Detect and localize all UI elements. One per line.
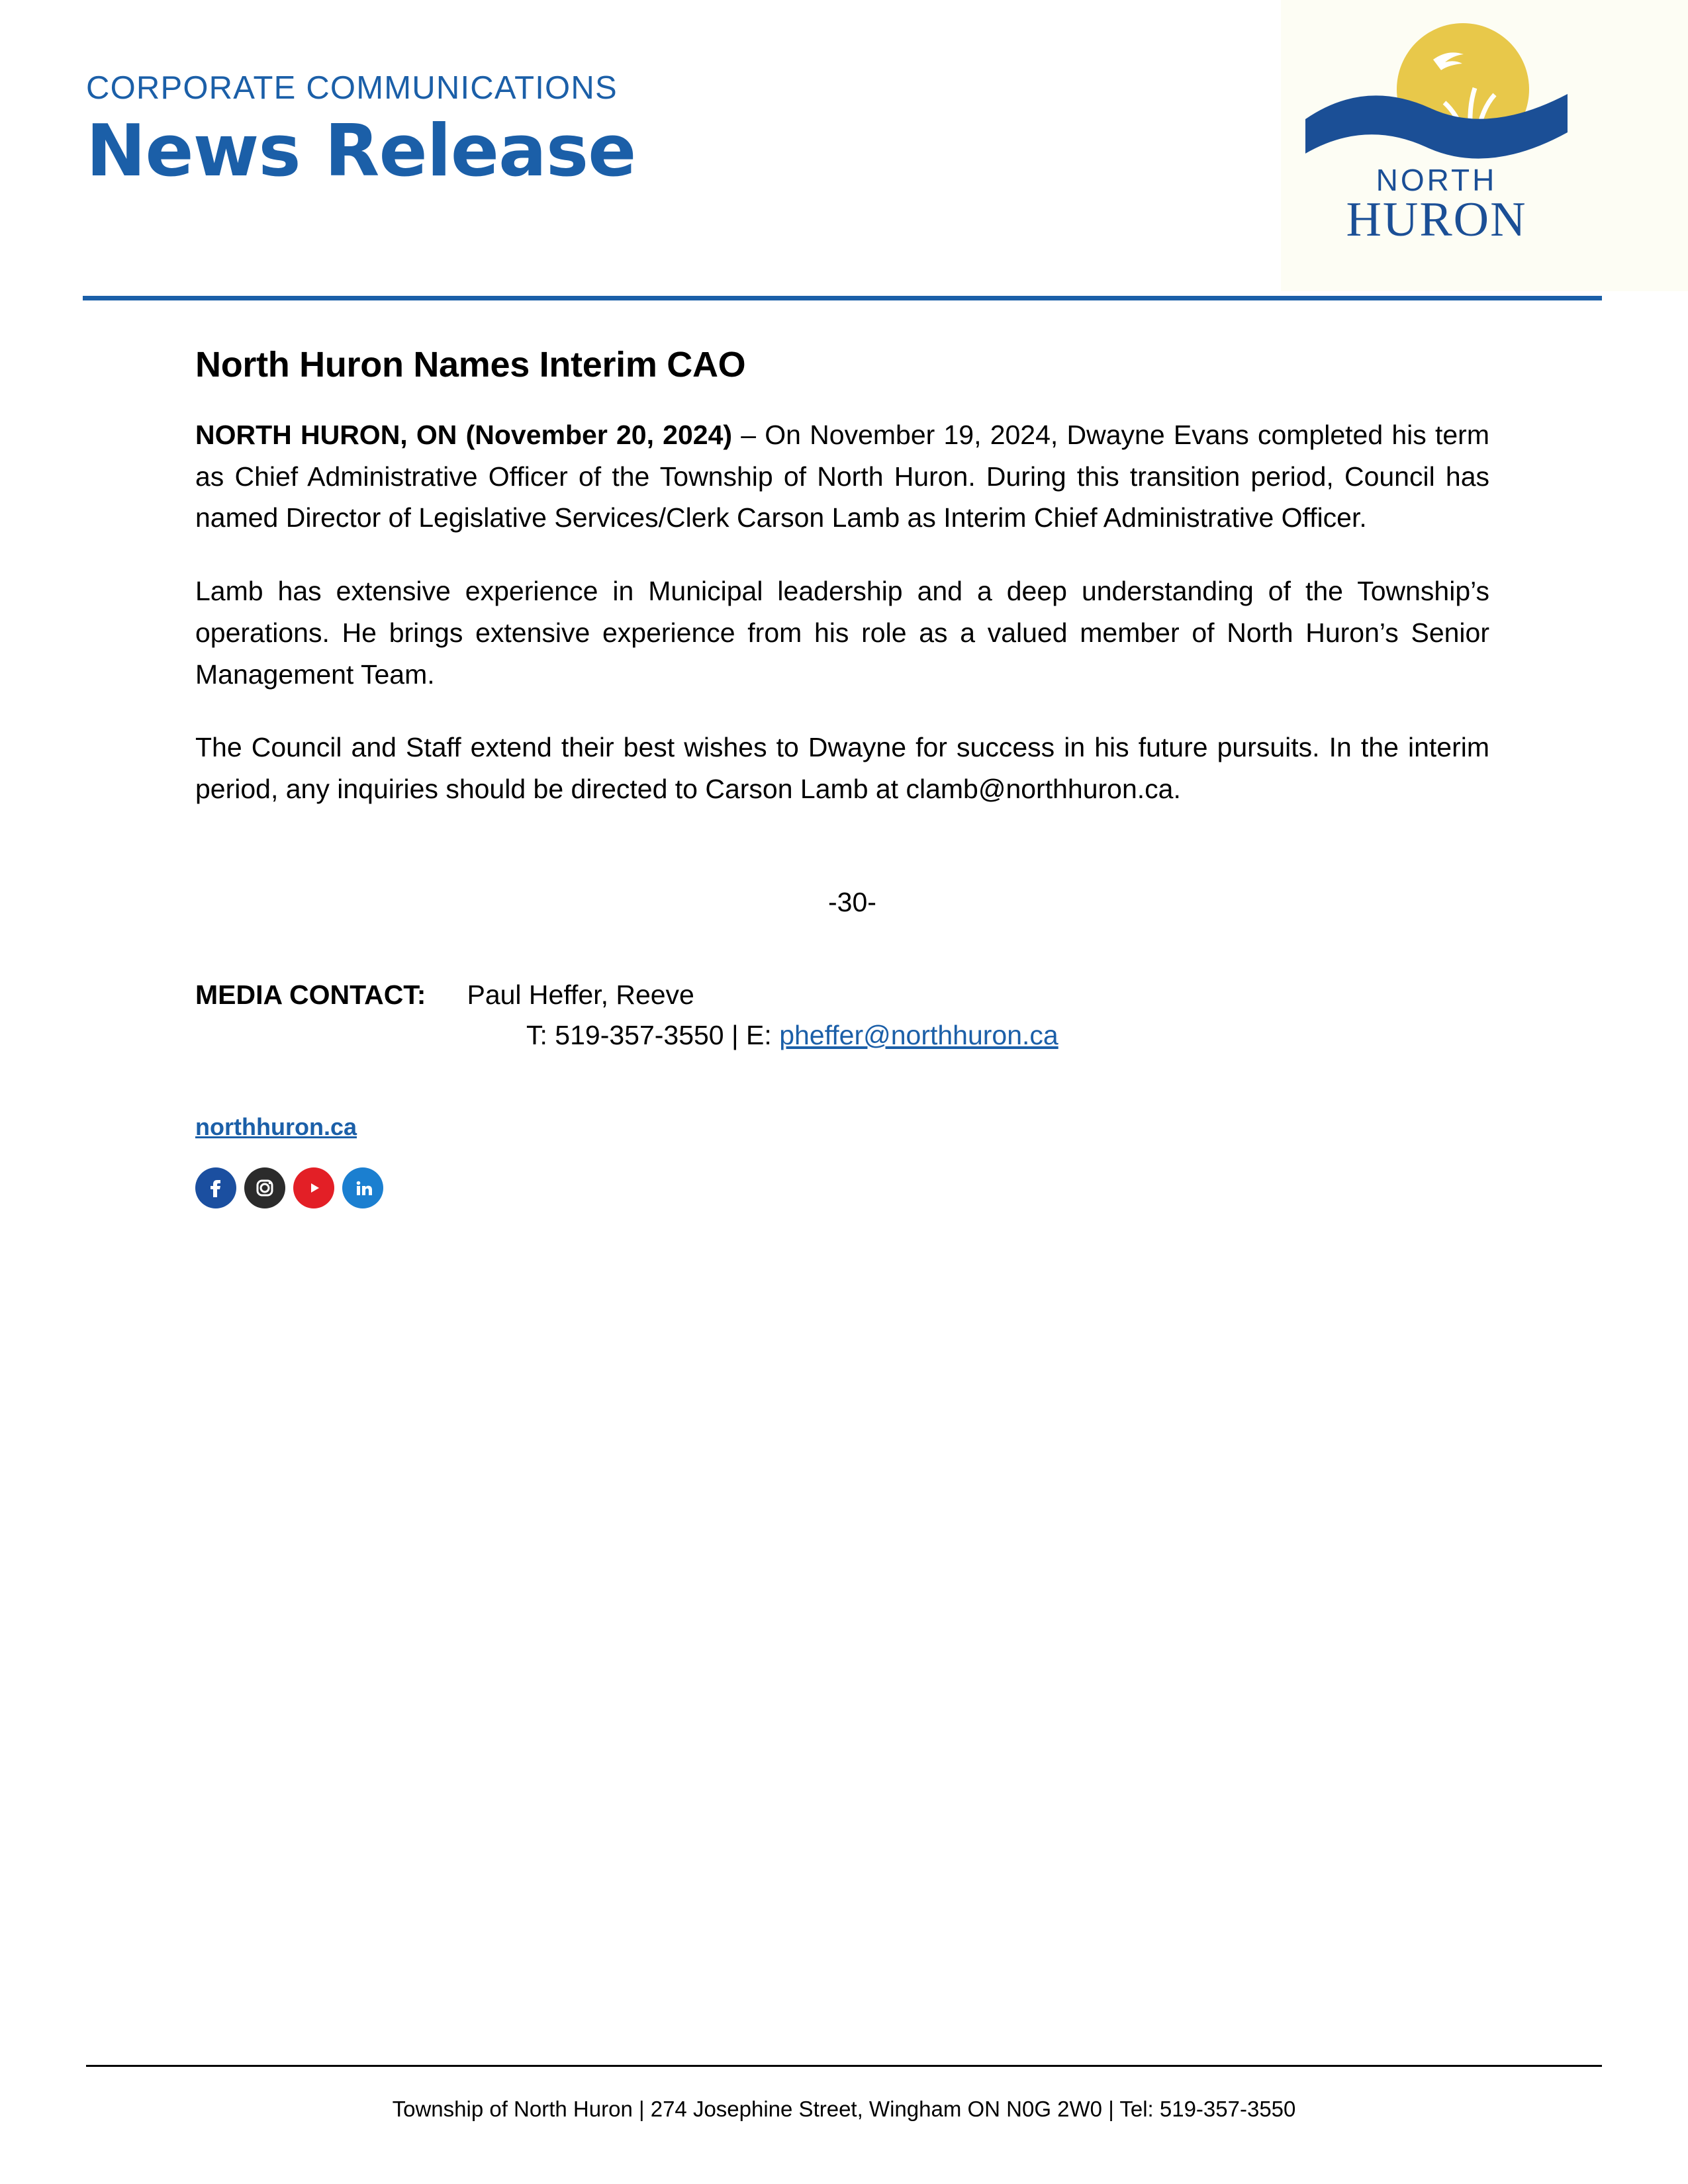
document-body: [195, 344, 1489, 1208]
paragraph-1-text: – On November 19, 2024, Dwayne Evans completed his term as Chief Administrative Officer of the Township of North Huron. During this transition period, Council has named Director of Legislative Services/Clerk Carson Lamb as Interim Chief Administrative Officer.: [195, 420, 1489, 533]
media-contact-name: Paul Heffer, Reeve: [467, 979, 694, 1010]
website-link[interactable]: northhuron.ca: [195, 1113, 357, 1140]
corporate-communications-label: CORPORATE COMMUNICATIONS: [86, 70, 618, 106]
footer-address: Township of North Huron | 274 Josephine Street, Wingham ON N0G 2W0 | Tel: 519-357-3550: [392, 2097, 1296, 2121]
facebook-icon[interactable]: [195, 1167, 236, 1208]
footer-divider: [86, 2065, 1602, 2067]
dateline: NORTH HURON, ON (November 20, 2024): [195, 420, 733, 450]
logo-north-text: NORTH: [1376, 163, 1497, 197]
media-contact-line-1: [195, 975, 1489, 1016]
header-divider: [83, 296, 1602, 300]
paragraph-3: The Council and Staff extend their best wishes to Dwayne for success in his future pursuits. In the interim period, any inquiries should be directed to Carson Lamb at clamb@northhuron.ca.: [195, 732, 1489, 805]
end-marker: -30-: [828, 886, 876, 917]
youtube-icon[interactable]: [293, 1167, 334, 1208]
page-title: North Huron Names Interim CAO: [195, 345, 746, 385]
header-text-block: [86, 69, 635, 192]
logo-huron-text: HURON: [1346, 193, 1527, 247]
media-contact-phone: T: 519-357-3550 | E:: [526, 1020, 780, 1051]
news-release-title: News Release: [86, 110, 636, 193]
instagram-icon[interactable]: [244, 1167, 285, 1208]
north-huron-logo: [1297, 20, 1575, 278]
paragraph-1: [195, 414, 1489, 539]
media-contact-block: [195, 975, 1489, 1056]
paragraph-2: Lamb has extensive experience in Municipal leadership and a deep understanding of the Township’s operations. He brings extensive experience from his role as a valued member of North Huron’s Senior Management Team.: [195, 576, 1489, 690]
linkedin-icon[interactable]: [342, 1167, 383, 1208]
media-contact-email-link[interactable]: pheffer@northhuron.ca: [779, 1020, 1058, 1051]
media-contact-line-2: [195, 1015, 1489, 1056]
media-contact-label: MEDIA CONTACT:: [195, 979, 426, 1010]
social-links: [195, 1167, 1489, 1208]
document-header: [0, 0, 1688, 311]
